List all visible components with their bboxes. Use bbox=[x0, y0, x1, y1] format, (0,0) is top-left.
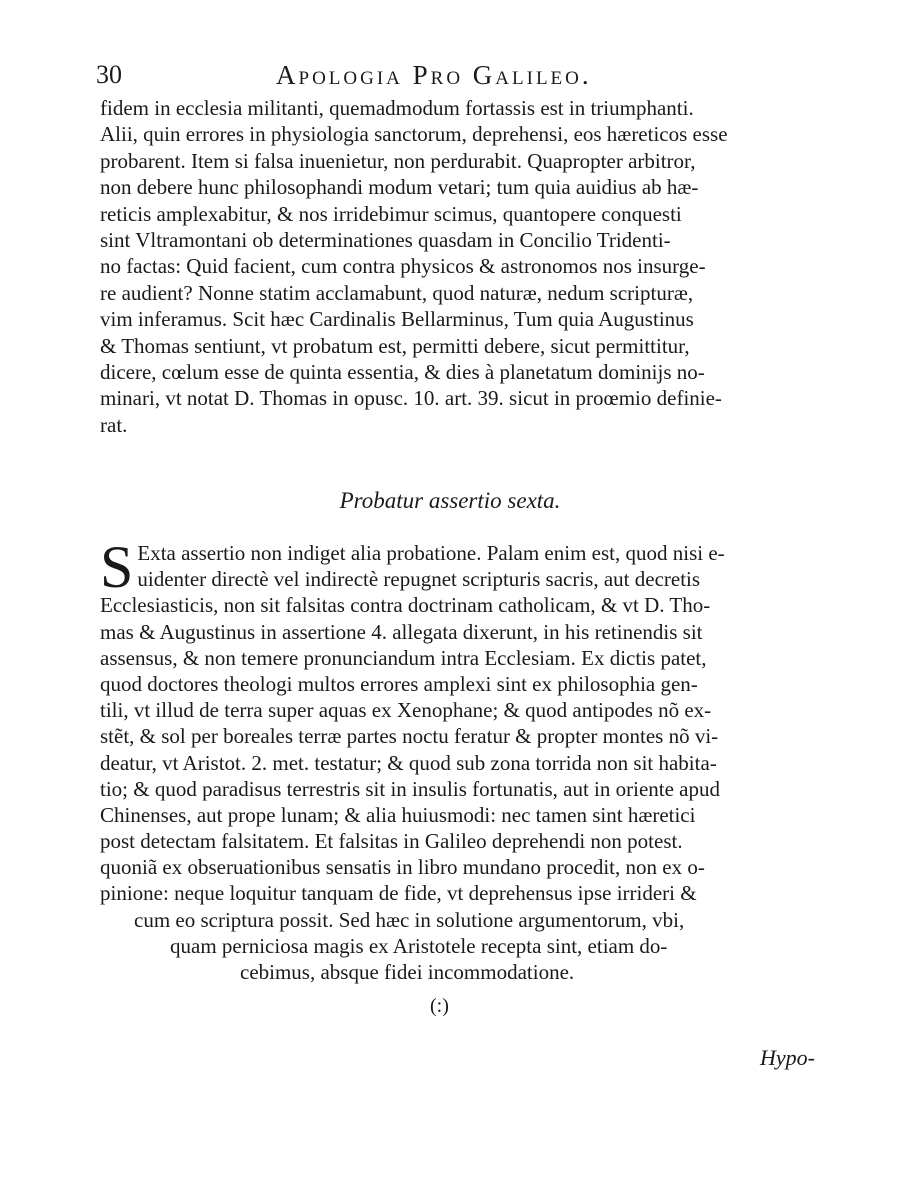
text-line: reticis amplexabitur, & nos irridebimur scimus, quantopere conquesti bbox=[100, 201, 682, 226]
text-line: fidem in ecclesia militanti, quemadmodum fortassis est in triumphanti. bbox=[100, 96, 694, 120]
text-line: deatur, vt Aristot. 2. met. testatur; & quod sub zona torrida non sit habita- bbox=[100, 750, 717, 775]
text-line: mas & Augustinus in assertione 4. allegata dixerunt, in his retinendis sit bbox=[100, 619, 703, 644]
page-number: 30 bbox=[96, 60, 122, 89]
running-title: Apologia Pro Galileo. bbox=[276, 60, 592, 90]
text-line: quam perniciosa magis ex Aristotele recepta sint, etiam do- bbox=[170, 933, 668, 958]
text-line: dicere, cœlum esse de quinta essentia, & dies à planetatum dominijs no- bbox=[100, 359, 705, 384]
text-line: Chinenses, aut prope lunam; & alia huiusmodi: nec tamen sint hæretici bbox=[100, 802, 696, 827]
text-line: & Thomas sentiunt, vt probatum est, permitti debere, sicut permittitur, bbox=[100, 333, 690, 358]
text-line: quoniã ex obseruationibus sensatis in libro mundano procedit, non ex o- bbox=[100, 855, 705, 880]
text-line: tio; & quod paradisus terrestris sit in insulis fortunatis, aut in oriente apud bbox=[100, 776, 720, 801]
text-line: vim inferamus. Scit hæc Cardinalis Bellarminus, Tum quia Augustinus bbox=[100, 307, 694, 332]
paragraph-1 bbox=[100, 95, 818, 438]
page-header bbox=[96, 60, 796, 94]
paragraph-2 bbox=[100, 534, 818, 985]
text-line: stẽt, & sol per boreales terræ partes noctu feratur & propter montes nõ vi- bbox=[100, 724, 719, 749]
text-line: cum eo scriptura possit. Sed hæc in solutione argumentorum, vbi, bbox=[134, 907, 685, 932]
text-line: sint Vltramontani ob determinationes quasdam in Concilio Tridenti- bbox=[100, 227, 671, 252]
text-line: no factas: Quid facient, cum contra physicos & astronomos nos insurge- bbox=[100, 254, 706, 279]
catchword: Hypo- bbox=[760, 1045, 815, 1070]
text-line: minari, vt notat D. Thomas in opusc. 10. art. 39. sicut in proœmio definie- bbox=[100, 386, 722, 411]
text-line: assensus, & non temere pronunciandum intra Ecclesiam. Ex dictis patet, bbox=[100, 645, 707, 670]
section-subheading: Probatur assertio sexta. bbox=[339, 488, 561, 513]
text-line: rat. bbox=[100, 412, 128, 437]
text-line: cebimus, absque fidei incommodatione. bbox=[240, 960, 575, 984]
text-line: Alii, quin errores in physiologia sanctorum, deprehensi, eos hæreticos esse bbox=[100, 122, 728, 147]
text-line: post detectam falsitatem. Et falsitas in Galileo deprehendi non potest. bbox=[100, 829, 683, 854]
text-line: probarent. Item si falsa inuenietur, non perdurabit. Quapropter arbitror, bbox=[100, 148, 696, 173]
text-line: Ecclesiasticis, non sit falsitas contra doctrinam catholicam, & vt D. Tho- bbox=[100, 593, 711, 618]
text-line: pinione: neque loquitur tanquam de fide, vt deprehensus ipse irrideri & bbox=[100, 881, 697, 906]
text-line: re audient? Nonne statim acclamabunt, quod naturæ, nedum scripturæ, bbox=[100, 280, 694, 305]
text-line: quod doctores theologi multos errores amplexi sint ex philosophia gen- bbox=[100, 671, 698, 696]
text-line: tili, vt illud de terra super aquas ex Xenophane; & quod antipodes nõ ex- bbox=[100, 698, 712, 723]
text-line: non debere hunc philosophandi modum vetari; tum quia auidius ab hæ- bbox=[100, 175, 699, 200]
text-line: Exta assertio non indiget alia probatione. Palam enim est, quod nisi e- bbox=[137, 541, 725, 565]
text-line: uidenter directè vel indirectè repugnet scripturis sacris, aut decretis bbox=[137, 567, 701, 592]
ornament: (:) bbox=[430, 995, 449, 1017]
drop-capital: S bbox=[100, 534, 134, 600]
